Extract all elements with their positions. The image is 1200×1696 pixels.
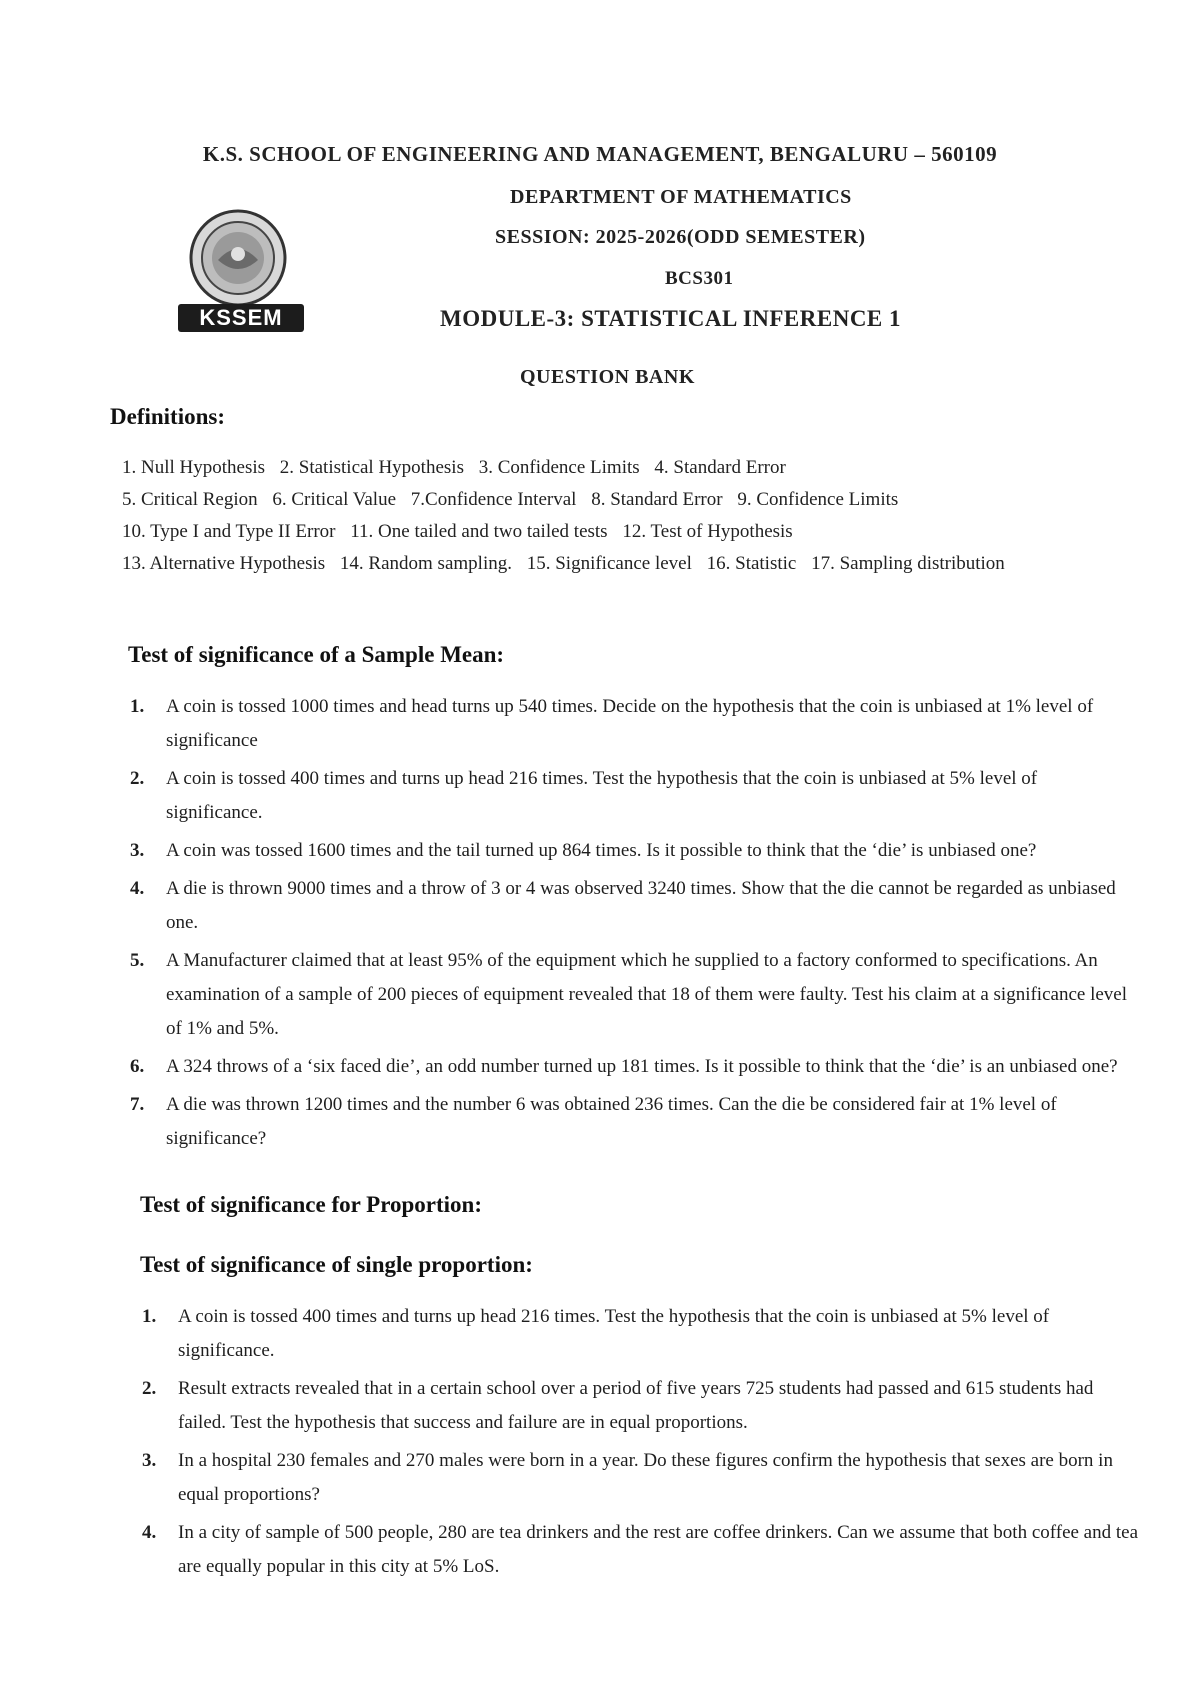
proportion-heading: Test of significance for Proportion: xyxy=(140,1192,482,1217)
definition-item: 4. Standard Error xyxy=(654,457,786,478)
question-item xyxy=(130,1050,1130,1084)
question-number: 1. xyxy=(130,696,145,717)
question-text: A die was thrown 1200 times and the number 6 was obtained 236 times. Can the die be considered fair at 1% level of significance? xyxy=(166,1094,1057,1149)
question-text: A coin is tossed 1000 times and head turns up 540 times. Decide on the hypothesis that the coin is unbiased at 1% level of significance xyxy=(166,696,1094,751)
question-number: 5. xyxy=(130,950,145,971)
definition-item: 3. Confidence Limits xyxy=(478,457,640,478)
definition-item: 15. Significance level xyxy=(526,553,692,574)
definitions-heading: Definitions: xyxy=(110,404,225,429)
question-number: 1. xyxy=(142,1306,157,1327)
question-text: A coin is tossed 400 times and turns up head 216 times. Test the hypothesis that the coin is unbiased at 5% level of significance. xyxy=(178,1306,1050,1361)
question-number: 4. xyxy=(130,878,145,899)
question-text: A Manufacturer claimed that at least 95% of the equipment which he supplied to a factory conformed to specifications. An examination of a sample of 200 pieces of equipment revealed that 18 of them were faulty. Test his claim at a significance level of 1% and 5%. xyxy=(166,950,1127,1039)
question-number: 2. xyxy=(142,1378,157,1399)
definition-item: 8. Standard Error xyxy=(591,489,723,510)
question-number: 6. xyxy=(130,1056,145,1077)
question-item xyxy=(130,944,1130,1046)
college-logo xyxy=(178,208,304,334)
definition-item: 2. Statistical Hypothesis xyxy=(279,457,464,478)
question-number: 3. xyxy=(130,840,145,861)
question-text: In a hospital 230 females and 270 males were born in a year. Do these figures confirm the hypothesis that sexes are born in equal proportions? xyxy=(178,1450,1113,1505)
department-name: DEPARTMENT OF MATHEMATICS xyxy=(510,186,852,208)
question-text: A coin is tossed 400 times and turns up head 216 times. Test the hypothesis that the coin is unbiased at 5% level of significance. xyxy=(166,768,1038,823)
module-title: MODULE-3: STATISTICAL INFERENCE 1 xyxy=(440,306,902,331)
proportion-questions xyxy=(142,1300,1142,1588)
definition-item: 16. Statistic xyxy=(706,553,797,574)
question-number: 2. xyxy=(130,768,145,789)
question-item xyxy=(142,1516,1142,1584)
question-number: 4. xyxy=(142,1522,157,1543)
question-number: 3. xyxy=(142,1450,157,1471)
definition-item: 14. Random sampling. xyxy=(339,553,512,574)
session-line: SESSION: 2025-2026(ODD SEMESTER) xyxy=(495,226,866,248)
question-item xyxy=(130,690,1130,758)
definition-item: 1. Null Hypothesis xyxy=(122,457,266,478)
sample-mean-heading: Test of significance of a Sample Mean: xyxy=(128,642,505,667)
definition-item: 7.Confidence Interval xyxy=(410,489,577,510)
definition-item: 13. Alternative Hypothesis xyxy=(122,553,326,574)
sample-mean-questions xyxy=(130,690,1130,1160)
definition-item: 11. One tailed and two tailed tests xyxy=(350,521,608,542)
question-item xyxy=(130,1088,1130,1156)
definition-item: 10. Type I and Type II Error xyxy=(122,521,336,542)
question-item xyxy=(130,762,1130,830)
definition-item: 5. Critical Region xyxy=(122,489,258,510)
definition-item: 6. Critical Value xyxy=(272,489,397,510)
school-name: K.S. SCHOOL OF ENGINEERING AND MANAGEMENT, BENGALURU – 560109 xyxy=(202,142,998,166)
question-text: A 324 throws of a ‘six faced die’, an odd number turned up 181 times. Is it possible to think that the ‘die’ is an unbiased one? xyxy=(166,1056,1118,1077)
question-text: Result extracts revealed that in a certain school over a period of five years 725 students had passed and 615 students had failed. Test the hypothesis that success and failure are in equal proportions. xyxy=(178,1378,1094,1433)
question-item xyxy=(142,1444,1142,1512)
question-item xyxy=(142,1300,1142,1368)
course-code: BCS301 xyxy=(665,268,734,289)
question-text: In a city of sample of 500 people, 280 are tea drinkers and the rest are coffee drinkers. Can we assume that both coffee and tea are equally popular in this city at 5% LoS. xyxy=(178,1522,1139,1577)
page-title: QUESTION BANK xyxy=(520,366,695,388)
question-item xyxy=(142,1372,1142,1440)
single-proportion-heading: Test of significance of single proportion: xyxy=(140,1252,533,1277)
question-item xyxy=(130,834,1130,868)
definition-item: 17. Sampling distribution xyxy=(811,553,1005,574)
logo-wordmark: KSSEM xyxy=(178,304,304,332)
definition-item: 12. Test of Hypothesis xyxy=(622,521,793,542)
college-seal-icon xyxy=(188,208,288,308)
definition-item: 9. Confidence Limits xyxy=(737,489,899,510)
question-number: 7. xyxy=(130,1094,145,1115)
definitions-list xyxy=(122,452,1132,580)
question-text: A die is thrown 9000 times and a throw of 3 or 4 was observed 3240 times. Show that the die cannot be regarded as unbiased one. xyxy=(166,878,1116,933)
question-item xyxy=(130,872,1130,940)
question-text: A coin was tossed 1600 times and the tail turned up 864 times. Is it possible to think that the ‘die’ is unbiased one? xyxy=(166,840,1037,861)
